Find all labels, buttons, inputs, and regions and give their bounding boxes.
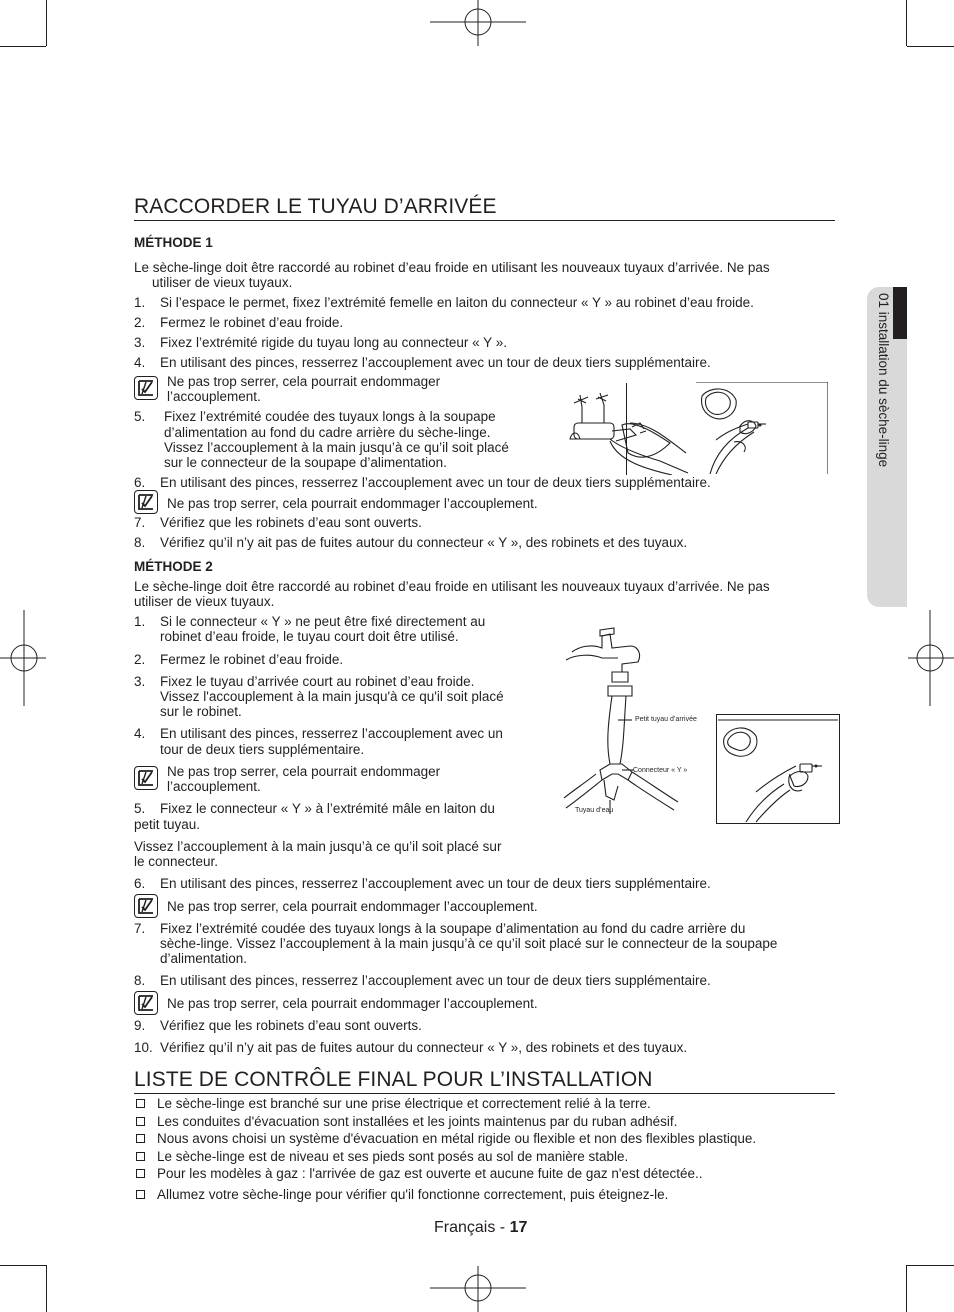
crop-mark: [906, 1265, 907, 1312]
step-text-cont: robinet d’eau froide, le tuyau court doit être utilisé.: [160, 629, 459, 644]
checklist-item: Nous avons choisi un système d'évacuation en métal rigide ou flexible et non des flexibles plastique.: [157, 1131, 757, 1146]
step-number: 2.: [134, 315, 146, 330]
crop-mark: [906, 0, 907, 46]
step-text: Vérifiez qu’il n’y ait pas de fuites autour du connecteur « Y », des robinets et des tuyaux.: [160, 535, 688, 550]
crop-mark: [907, 46, 954, 47]
step-text: En utilisant des pinces, resserrez l’accouplement avec un tour de deux tiers supplémentaire.: [160, 876, 711, 891]
checklist-checkbox[interactable]: [136, 1099, 145, 1108]
step-number: 3.: [134, 335, 146, 350]
step-number: 5.: [134, 801, 146, 816]
step-number: 10.: [134, 1040, 153, 1055]
step-text-cont: tour de deux tiers supplémentaire.: [160, 742, 365, 757]
registration-mark-right: [908, 610, 954, 706]
step-number: 1.: [134, 614, 146, 629]
step-text: Vérifiez qu’il n’y ait pas de fuites autour du connecteur « Y », des robinets et des tuyaux.: [160, 1040, 688, 1055]
step-text: Fixez le tuyau d’arrivée court au robinet d’eau froide.: [160, 674, 475, 689]
step-text: En utilisant des pinces, resserrez l’accouplement avec un tour de deux tiers supplémentaire.: [160, 355, 711, 370]
method2-intro-cont: utiliser de vieux tuyaux.: [134, 594, 275, 609]
note-icon: [134, 766, 158, 790]
step-text-cont: d’alimentation au fond du cadre arrière du sèche-linge.: [164, 425, 491, 440]
step-number: 6.: [134, 475, 146, 490]
step-text: Si l’espace le permet, fixez l’extrémité femelle en laiton du connecteur « Y » au robinet d’eau froide.: [160, 295, 754, 310]
step-number: 4.: [134, 726, 146, 741]
section-title-final-checklist: LISTE DE CONTRÔLE FINAL POUR L’INSTALLATION: [134, 1068, 835, 1094]
method2-heading: MÉTHODE 2: [134, 559, 213, 574]
paragraph-cont: le connecteur.: [134, 854, 219, 869]
step-number: 4.: [134, 355, 146, 370]
note-icon: [134, 894, 158, 918]
note-text: Ne pas trop serrer, cela pourrait endommager: [167, 764, 441, 779]
note-text-cont: l’accouplement.: [167, 779, 261, 794]
step-text: Fermez le robinet d’eau froide.: [160, 652, 344, 667]
checklist-item: Le sèche-linge est de niveau et ses pieds sont posés au sol de manière stable.: [157, 1149, 629, 1164]
step-number: 8.: [134, 973, 146, 988]
checklist-item: Pour les modèles à gaz : l'arrivée de gaz est ouverte et aucune fuite de gaz n'est détectée..: [157, 1166, 703, 1181]
step-text-cont: sèche-linge. Vissez l’accouplement à la main jusqu’à ce qu’il soit placé sur le connecteur de la soupape: [160, 936, 778, 951]
checklist-item: Allumez votre sèche-linge pour vérifier qu'il fonctionne correctement, puis éteignez-le.: [157, 1187, 669, 1202]
illustration-dryer-connector-detail: [716, 714, 840, 824]
step-number: 1.: [134, 295, 146, 310]
step-text: Fixez l’extrémité coudée des tuyaux longs à la soupape: [164, 409, 496, 424]
step-number: 7.: [134, 921, 146, 936]
step-text: Fixez l’extrémité rigide du tuyau long au connecteur « Y ».: [160, 335, 507, 350]
crop-mark: [0, 46, 46, 47]
note-text-cont: l’accouplement.: [167, 389, 261, 404]
note-text: Ne pas trop serrer, cela pourrait endommager l’accouplement.: [167, 996, 538, 1011]
note-icon: [134, 376, 158, 400]
step-number: 5.: [134, 409, 146, 424]
checklist-item: Les conduites d'évacuation sont installées et les joints maintenus par du ruban adhésif.: [157, 1114, 678, 1129]
crop-mark: [907, 1265, 954, 1266]
step-text: Si le connecteur « Y » ne peut être fixé directement au: [160, 614, 486, 629]
step-text-cont: d’alimentation.: [160, 951, 248, 966]
chapter-side-tab-label: 01 installation du sèche-linge: [876, 293, 891, 468]
step-text-cont: Vissez l’accouplement à la main jusqu’à ce qu’il soit placé: [164, 440, 509, 455]
method1-intro-cont: utiliser de vieux tuyaux.: [152, 275, 293, 290]
step-text: Fermez le robinet d’eau froide.: [160, 315, 344, 330]
step-text-cont: Vissez l'accouplement à la main jusqu'à ce qu'il soit placé: [160, 689, 504, 704]
illustration-short-hose-y-connector: [562, 624, 712, 824]
step-text: En utilisant des pinces, resserrez l’accouplement avec un: [160, 726, 503, 741]
checklist-checkbox[interactable]: [136, 1117, 145, 1126]
chapter-side-tab-marker: [893, 287, 907, 339]
footer-language: Français -: [434, 1219, 510, 1236]
page-number: 17: [509, 1219, 528, 1236]
registration-mark-bottom: [430, 1266, 526, 1312]
step-text: Fixez l’extrémité coudée des tuyaux longs à la soupape d’alimentation au fond du cadre arrière du: [160, 921, 746, 936]
step-number: 7.: [134, 515, 146, 530]
step-text: Vérifiez que les robinets d’eau sont ouverts.: [160, 515, 422, 530]
illustration-dryer-back-connection: [696, 382, 828, 474]
registration-mark-top: [430, 0, 526, 46]
step-number: 8.: [134, 535, 146, 550]
step-text: Fixez le connecteur « Y » à l’extrémité mâle en laiton du: [160, 801, 495, 816]
step-text: Vérifiez que les robinets d’eau sont ouverts.: [160, 1018, 422, 1033]
section-title-inlet-hose: RACCORDER LE TUYAU D’ARRIVÉE: [134, 195, 835, 221]
label-short-inlet-hose: Petit tuyau d’arrivée: [635, 716, 697, 723]
step-text: En utilisant des pinces, resserrez l’accouplement avec un tour de deux tiers supplémentaire.: [160, 973, 711, 988]
note-icon: [134, 490, 158, 514]
checklist-checkbox[interactable]: [136, 1134, 145, 1143]
method1-heading: MÉTHODE 1: [134, 235, 213, 250]
note-text: Ne pas trop serrer, cela pourrait endommager: [167, 374, 441, 389]
step-number: 2.: [134, 652, 146, 667]
method1-intro: Le sèche-linge doit être raccordé au robinet d’eau froide en utilisant les nouveaux tuyaux d’arrivée. Ne pas: [134, 260, 770, 275]
step-text: En utilisant des pinces, resserrez l’accouplement avec un tour de deux tiers supplémentaire.: [160, 475, 711, 490]
note-text: Ne pas trop serrer, cela pourrait endommager l’accouplement.: [167, 899, 538, 914]
step-text-cont: sur le connecteur de la soupape d’alimentation.: [164, 455, 447, 470]
step-number: 3.: [134, 674, 146, 689]
checklist-checkbox[interactable]: [136, 1152, 145, 1161]
note-text: Ne pas trop serrer, cela pourrait endommager l’accouplement.: [167, 496, 538, 511]
step-text-cont: sur le robinet.: [160, 704, 242, 719]
label-y-connector: Connecteur « Y »: [633, 767, 688, 774]
method2-intro: Le sèche-linge doit être raccordé au robinet d’eau froide en utilisant les nouveaux tuyaux d’arrivée. Ne pas: [134, 579, 770, 594]
registration-mark-left: [0, 610, 46, 706]
step-text-cont: petit tuyau.: [134, 817, 201, 832]
step-number: 6.: [134, 876, 146, 891]
illustration-faucet-y-connector: [560, 383, 690, 475]
label-water-hose: Tuyau d’eau: [575, 807, 614, 814]
paragraph: Vissez l’accouplement à la main jusqu’à ce qu’il soit placé sur: [134, 839, 502, 854]
crop-mark: [46, 0, 47, 46]
checklist-checkbox[interactable]: [136, 1169, 145, 1178]
checklist-item: Le sèche-linge est branché sur une prise électrique et correctement relié à la terre.: [157, 1096, 651, 1111]
step-number: 9.: [134, 1018, 146, 1033]
crop-mark: [0, 1265, 46, 1266]
note-icon: [134, 991, 158, 1015]
checklist-checkbox[interactable]: [136, 1190, 145, 1199]
page-footer: [434, 1219, 527, 1237]
crop-mark: [46, 1265, 47, 1312]
